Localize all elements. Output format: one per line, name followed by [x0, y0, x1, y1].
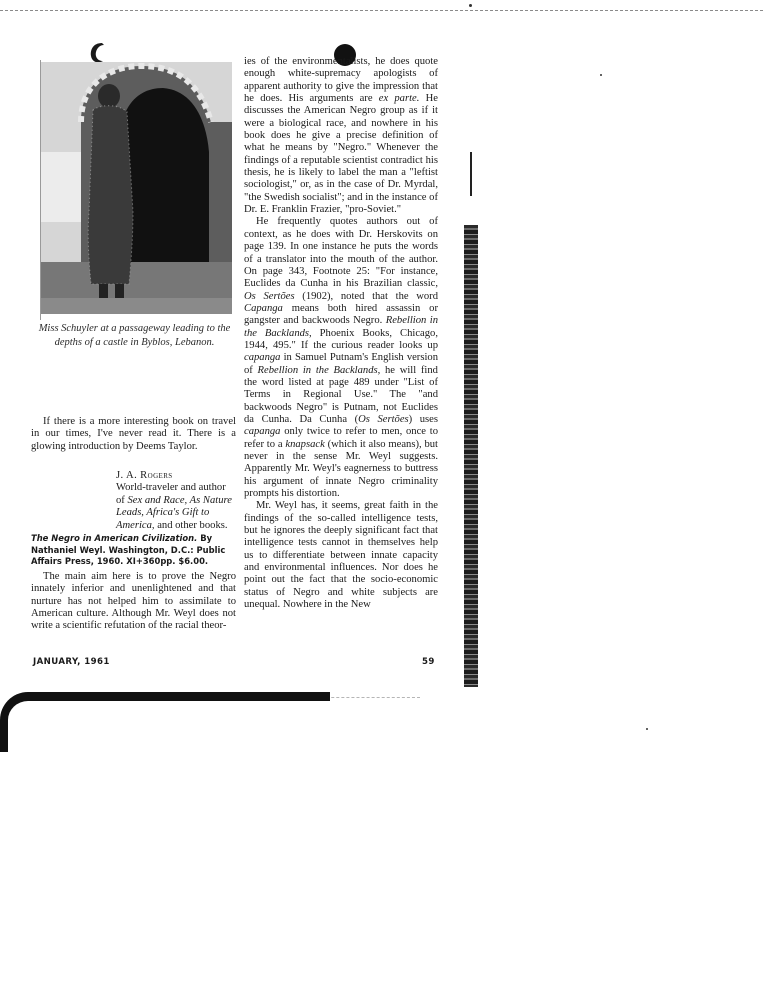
reviewer-signature — [116, 470, 236, 532]
text-run-italic: Rebellion in the Backlands, — [244, 315, 439, 339]
review-opening-paragraph — [31, 571, 236, 633]
right-column — [244, 56, 438, 611]
review-closing-paragraph — [31, 416, 236, 453]
reviewer-desc-a: World-traveler and author of — [116, 482, 226, 506]
right-paragraph-2 — [244, 216, 438, 500]
scan-speck — [646, 728, 648, 730]
text-run: Phoenix Books, Chicago, 1944, 495." If the curious reader looks up — [244, 327, 438, 351]
reviewer-books: Sex and Race, As Nature Leads, Africa's Gift to America, — [116, 494, 232, 531]
reviewer-desc-b: and other books. — [154, 519, 228, 531]
text-run: (1902), noted that the word — [294, 290, 439, 302]
text-run-italic: ex parte. — [378, 93, 420, 105]
scan-edge-top — [0, 10, 763, 11]
scan-speck — [600, 74, 602, 76]
book-title: The Negro in American Civilization. — [31, 533, 198, 543]
text-run: He frequently quotes authors out of context, as he does with Dr. Herskovits on page 139. In one instance he puts the words of a translator into the mouth of the author. On page 343, Footnote 25: "For instance, Euclides da Cunha in his Brazilian classic, — [244, 216, 438, 290]
text-run: ) uses — [408, 413, 438, 425]
text-run: ies of the environmentalists, he does quote enough white-supremacy apologists of apparent authority to give the impression that he does. His arguments are — [244, 56, 438, 105]
text-run: (which it also means), but never in the sense Mr. Weyl suggests. Apparently Mr. Weyl's eagnerness to buttress his argument of innate Negro criminality prompts his distortion. — [244, 438, 439, 500]
text-run-italic: Os Sertões — [244, 290, 295, 302]
scan-page-curl — [0, 692, 330, 752]
review-closing-text: If there is a more interesting book on travel in our times, I've never read it. There is a glowing introduction by Deems Taylor. — [31, 416, 236, 452]
book-heading — [31, 533, 236, 568]
reviewer-name: J. A. Rogers — [116, 470, 173, 481]
scan-binding-tick — [470, 152, 472, 196]
text-run-italic: capanga — [244, 426, 281, 438]
scan-speck — [469, 4, 472, 7]
text-run: only twice to refer to men, once to refer to a — [244, 426, 438, 450]
photo-miss-schuyler — [41, 62, 232, 314]
book-info: By Nathaniel Weyl. Washington, D.C.: Public Affairs Press, 1960. XI+360pp. $6.00. — [31, 533, 226, 566]
reviewer-description — [116, 482, 236, 532]
page-number: 59 — [422, 657, 435, 667]
text-run-italic: Os Sertões — [358, 413, 409, 425]
text-run-italic: Capanga — [244, 302, 283, 314]
photo-caption: Miss Schuyler at a passageway leading to the depths of a castle in Byblos, Lebanon. — [38, 323, 231, 348]
text-run: He discusses the American Negro group as if it were a biological race, and nowhere in his book does he give a precise definition of what he means by "Negro." Whenever the findings of a reputable scientist contradict his thesis, he is likely to label the man a "leftist sociologist," or, as in the case of Dr. Myrdal, "the Swedish socialist"; and in the instance of Dr. E. Franklin Frazier, "pro-Soviet." — [244, 93, 438, 216]
right-paragraph-1 — [244, 56, 438, 216]
text-run: he will find the word listed at page 489 under "List of Terms in Regional Use." The "and backwoods Negro" is Putnam, not Euclides da Cunha. Da Cunha ( — [244, 364, 438, 425]
text-run-italic: Rebellion in the Backlands, — [257, 364, 381, 376]
issue-date: JANUARY, 1961 — [33, 657, 110, 667]
text-run-italic: knapsack — [285, 438, 325, 450]
text-run: in Samuel Putnam's English version of — [244, 352, 438, 376]
text-run-italic: capanga — [244, 352, 281, 364]
scan-binding-shadow — [464, 225, 478, 687]
right-paragraph-3: Mr. Weyl has, it seems, great faith in the findings of the so-called intelligence tests, but he ignores the deeply significant fact that intelligence tests cannot in themselves help us to differentiate between innate capacity and environmental influences. Nor does he point out the fact that the socio-economic status of Negro and white subjects are unequal. Nowhere in the New — [244, 500, 438, 611]
text-run: means both hired assassin or gangster and backwoods Negro. — [244, 302, 438, 327]
review-opening-text: The main aim here is to prove the Negro innately inferior and unenlightened and that nurture has not helped him to assimilate to American culture. Although Mr. Weyl does not write a scientific refutation of the racial theor- — [31, 571, 236, 632]
